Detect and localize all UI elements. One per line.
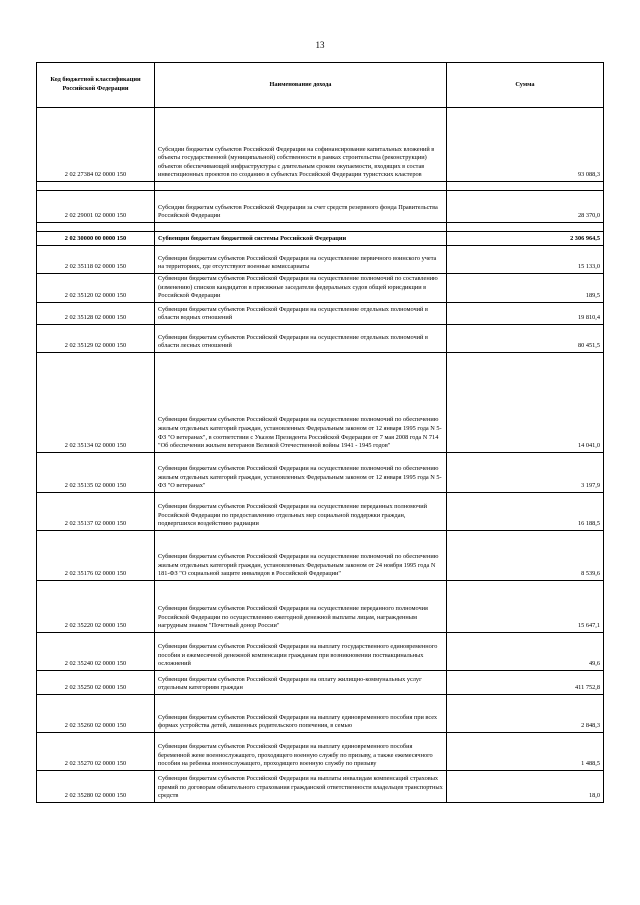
code-cell: 2 02 35260 02 0000 150 [37, 694, 155, 732]
code-cell: 2 02 35176 02 0000 150 [37, 530, 155, 580]
sum-cell: 2 306 964,5 [447, 232, 604, 246]
table-row [37, 352, 604, 452]
code-cell: 2 02 35135 02 0000 150 [37, 452, 155, 492]
name-cell: Субвенции бюджетам субъектов Российской Федерации на выплату государственного единовременного пособия и ежемесячной денежной компенсации гражданам при возникновении поствакцинальных осложнений [155, 632, 447, 670]
table-row [37, 694, 604, 732]
spacer-cell [447, 182, 604, 191]
spacer-cell [155, 223, 447, 232]
name-cell: Субсидии бюджетам субъектов Российской Федерации на софинансирование капитальных вложений в объекты государственной (муниципальной) собственности в рамках строительства (реконструкции) объектов обеспечивающей инфраструктуры с длительным сроком окупаемости, входящих в состав инвестиционных проектов по созданию в субъектах Российской Федерации туристских кластеров [155, 108, 447, 182]
sum-cell: 15 133,0 [447, 246, 604, 274]
sum-cell: 49,6 [447, 632, 604, 670]
sum-cell: 15 647,1 [447, 580, 604, 632]
sum-cell: 14 041,0 [447, 352, 604, 452]
table-row [37, 191, 604, 223]
table-row [37, 670, 604, 694]
name-cell: Субвенции бюджетам субъектов Российской Федерации на осуществление полномочий по обеспечению жильем отдельных категорий граждан, установленных Федеральным законом от 12 января 1995 года N 5-ФЗ "О ветеранах" [155, 452, 447, 492]
name-cell: Субвенции бюджетам субъектов Российской Федерации на выплату единовременного пособия беременной жене военнослужащего, проходящего военную службу по призыву, а также ежемесячного пособия на ребенка военнослужащего, проходящего военную службу по призыву [155, 732, 447, 770]
row-spacer [37, 182, 604, 191]
table-row [37, 632, 604, 670]
name-cell: Субвенции бюджетам субъектов Российской Федерации на осуществление переданного полномочия Российской Федерации по осуществлению ежегодной денежной выплаты лицам, награжденным нагрудным знаком "Почетный донор России" [155, 580, 447, 632]
header-sum: Сумма [447, 63, 604, 108]
sum-cell: 80 451,5 [447, 324, 604, 352]
spacer-cell [155, 182, 447, 191]
name-cell: Субсидии бюджетам субъектов Российской Федерации за счет средств резервного фонда Правительства Российской Федерации [155, 191, 447, 223]
name-cell: Субвенции бюджетам субъектов Российской Федерации на выплаты инвалидам компенсаций страховых премий по договорам обязательного страхования гражданской ответственности владельцев транспортных средств [155, 770, 447, 802]
name-cell: Субвенции бюджетам субъектов Российской Федерации на осуществление полномочий по составлению (изменению) списков кандидатов в присяжные заседатели федеральных судов общей юрисдикции в Российской Федерации [155, 274, 447, 303]
sum-cell: 411 752,8 [447, 670, 604, 694]
row-spacer [37, 223, 604, 232]
name-cell: Субвенции бюджетам субъектов Российской Федерации на осуществление полномочий по обеспечению жильем отдельных категорий граждан, установленных Федеральным законом от 24 ноября 1995 года N 181-ФЗ "О социальной защите инвалидов в Российской Федерации" [155, 530, 447, 580]
code-cell: 2 02 35137 02 0000 150 [37, 492, 155, 530]
code-cell: 2 02 35118 02 0000 150 [37, 246, 155, 274]
code-cell: 2 02 35240 02 0000 150 [37, 632, 155, 670]
sum-cell: 93 088,3 [447, 108, 604, 182]
code-cell: 2 02 35270 02 0000 150 [37, 732, 155, 770]
sum-cell: 2 848,3 [447, 694, 604, 732]
code-cell: 2 02 35250 02 0000 150 [37, 670, 155, 694]
sum-cell: 1 488,5 [447, 732, 604, 770]
code-cell: 2 02 35280 02 0000 150 [37, 770, 155, 802]
table-row [37, 232, 604, 246]
code-cell: 2 02 27384 02 0000 150 [37, 108, 155, 182]
revenue-table [36, 62, 604, 803]
table-row [37, 246, 604, 274]
table-row [37, 452, 604, 492]
code-cell: 2 02 35134 02 0000 150 [37, 352, 155, 452]
code-cell: 2 02 35120 02 0000 150 [37, 274, 155, 303]
table-row [37, 492, 604, 530]
table-row [37, 580, 604, 632]
name-cell: Субвенции бюджетам субъектов Российской Федерации на выплату единовременного пособия при всех формах устройства детей, лишенных родительского попечения, в семью [155, 694, 447, 732]
table-row [37, 274, 604, 303]
sum-cell: 189,5 [447, 274, 604, 303]
table-row [37, 732, 604, 770]
name-cell: Субвенции бюджетам субъектов Российской Федерации на осуществление отдельных полномочий в области водных отношений [155, 302, 447, 324]
code-cell: 2 02 35129 02 0000 150 [37, 324, 155, 352]
code-cell: 2 02 29001 02 0000 150 [37, 191, 155, 223]
spacer-cell [37, 223, 155, 232]
sum-cell: 16 188,5 [447, 492, 604, 530]
table-row [37, 324, 604, 352]
name-cell: Субвенции бюджетам субъектов Российской Федерации на осуществление переданных полномочий Российской Федерации по предоставлению отдельных мер социальной поддержки граждан, подвергшихся воздействию радиации [155, 492, 447, 530]
table-row [37, 770, 604, 802]
table-row [37, 530, 604, 580]
name-cell: Субвенции бюджетам бюджетной системы Российской Федерации [155, 232, 447, 246]
name-cell: Субвенции бюджетам субъектов Российской Федерации на осуществление первичного воинского учета на территориях, где отсутствуют военные комиссариаты [155, 246, 447, 274]
table-row [37, 108, 604, 182]
name-cell: Субвенции бюджетам субъектов Российской Федерации на осуществление отдельных полномочий в области лесных отношений [155, 324, 447, 352]
code-cell: 2 02 35128 02 0000 150 [37, 302, 155, 324]
sum-cell: 28 370,0 [447, 191, 604, 223]
name-cell: Субвенции бюджетам субъектов Российской Федерации на осуществление полномочий по обеспечению жильем отдельных категорий граждан, установленных Федеральным законом от 12 января 1995 года N 5-ФЗ "О ветеранах", в соответствии с Указом Президента Российской Федерации от 7 мая 2008 года N 714 "Об обеспечении жильем ветеранов Великой Отечественной войны 1941 - 1945 годов" [155, 352, 447, 452]
code-cell: 2 02 35220 02 0000 150 [37, 580, 155, 632]
table-header-row [37, 63, 604, 108]
page-number: 13 [315, 40, 325, 50]
header-code: Код бюджетной классификации Российской Федерации [37, 63, 155, 108]
sum-cell: 19 810,4 [447, 302, 604, 324]
spacer-cell [37, 182, 155, 191]
sum-cell: 18,0 [447, 770, 604, 802]
table-row [37, 302, 604, 324]
code-cell: 2 02 30000 00 0000 150 [37, 232, 155, 246]
spacer-cell [447, 223, 604, 232]
header-name: Наименование дохода [155, 63, 447, 108]
name-cell: Субвенции бюджетам субъектов Российской Федерации на оплату жилищно-коммунальных услуг отдельным категориям граждан [155, 670, 447, 694]
sum-cell: 8 539,6 [447, 530, 604, 580]
sum-cell: 3 197,9 [447, 452, 604, 492]
